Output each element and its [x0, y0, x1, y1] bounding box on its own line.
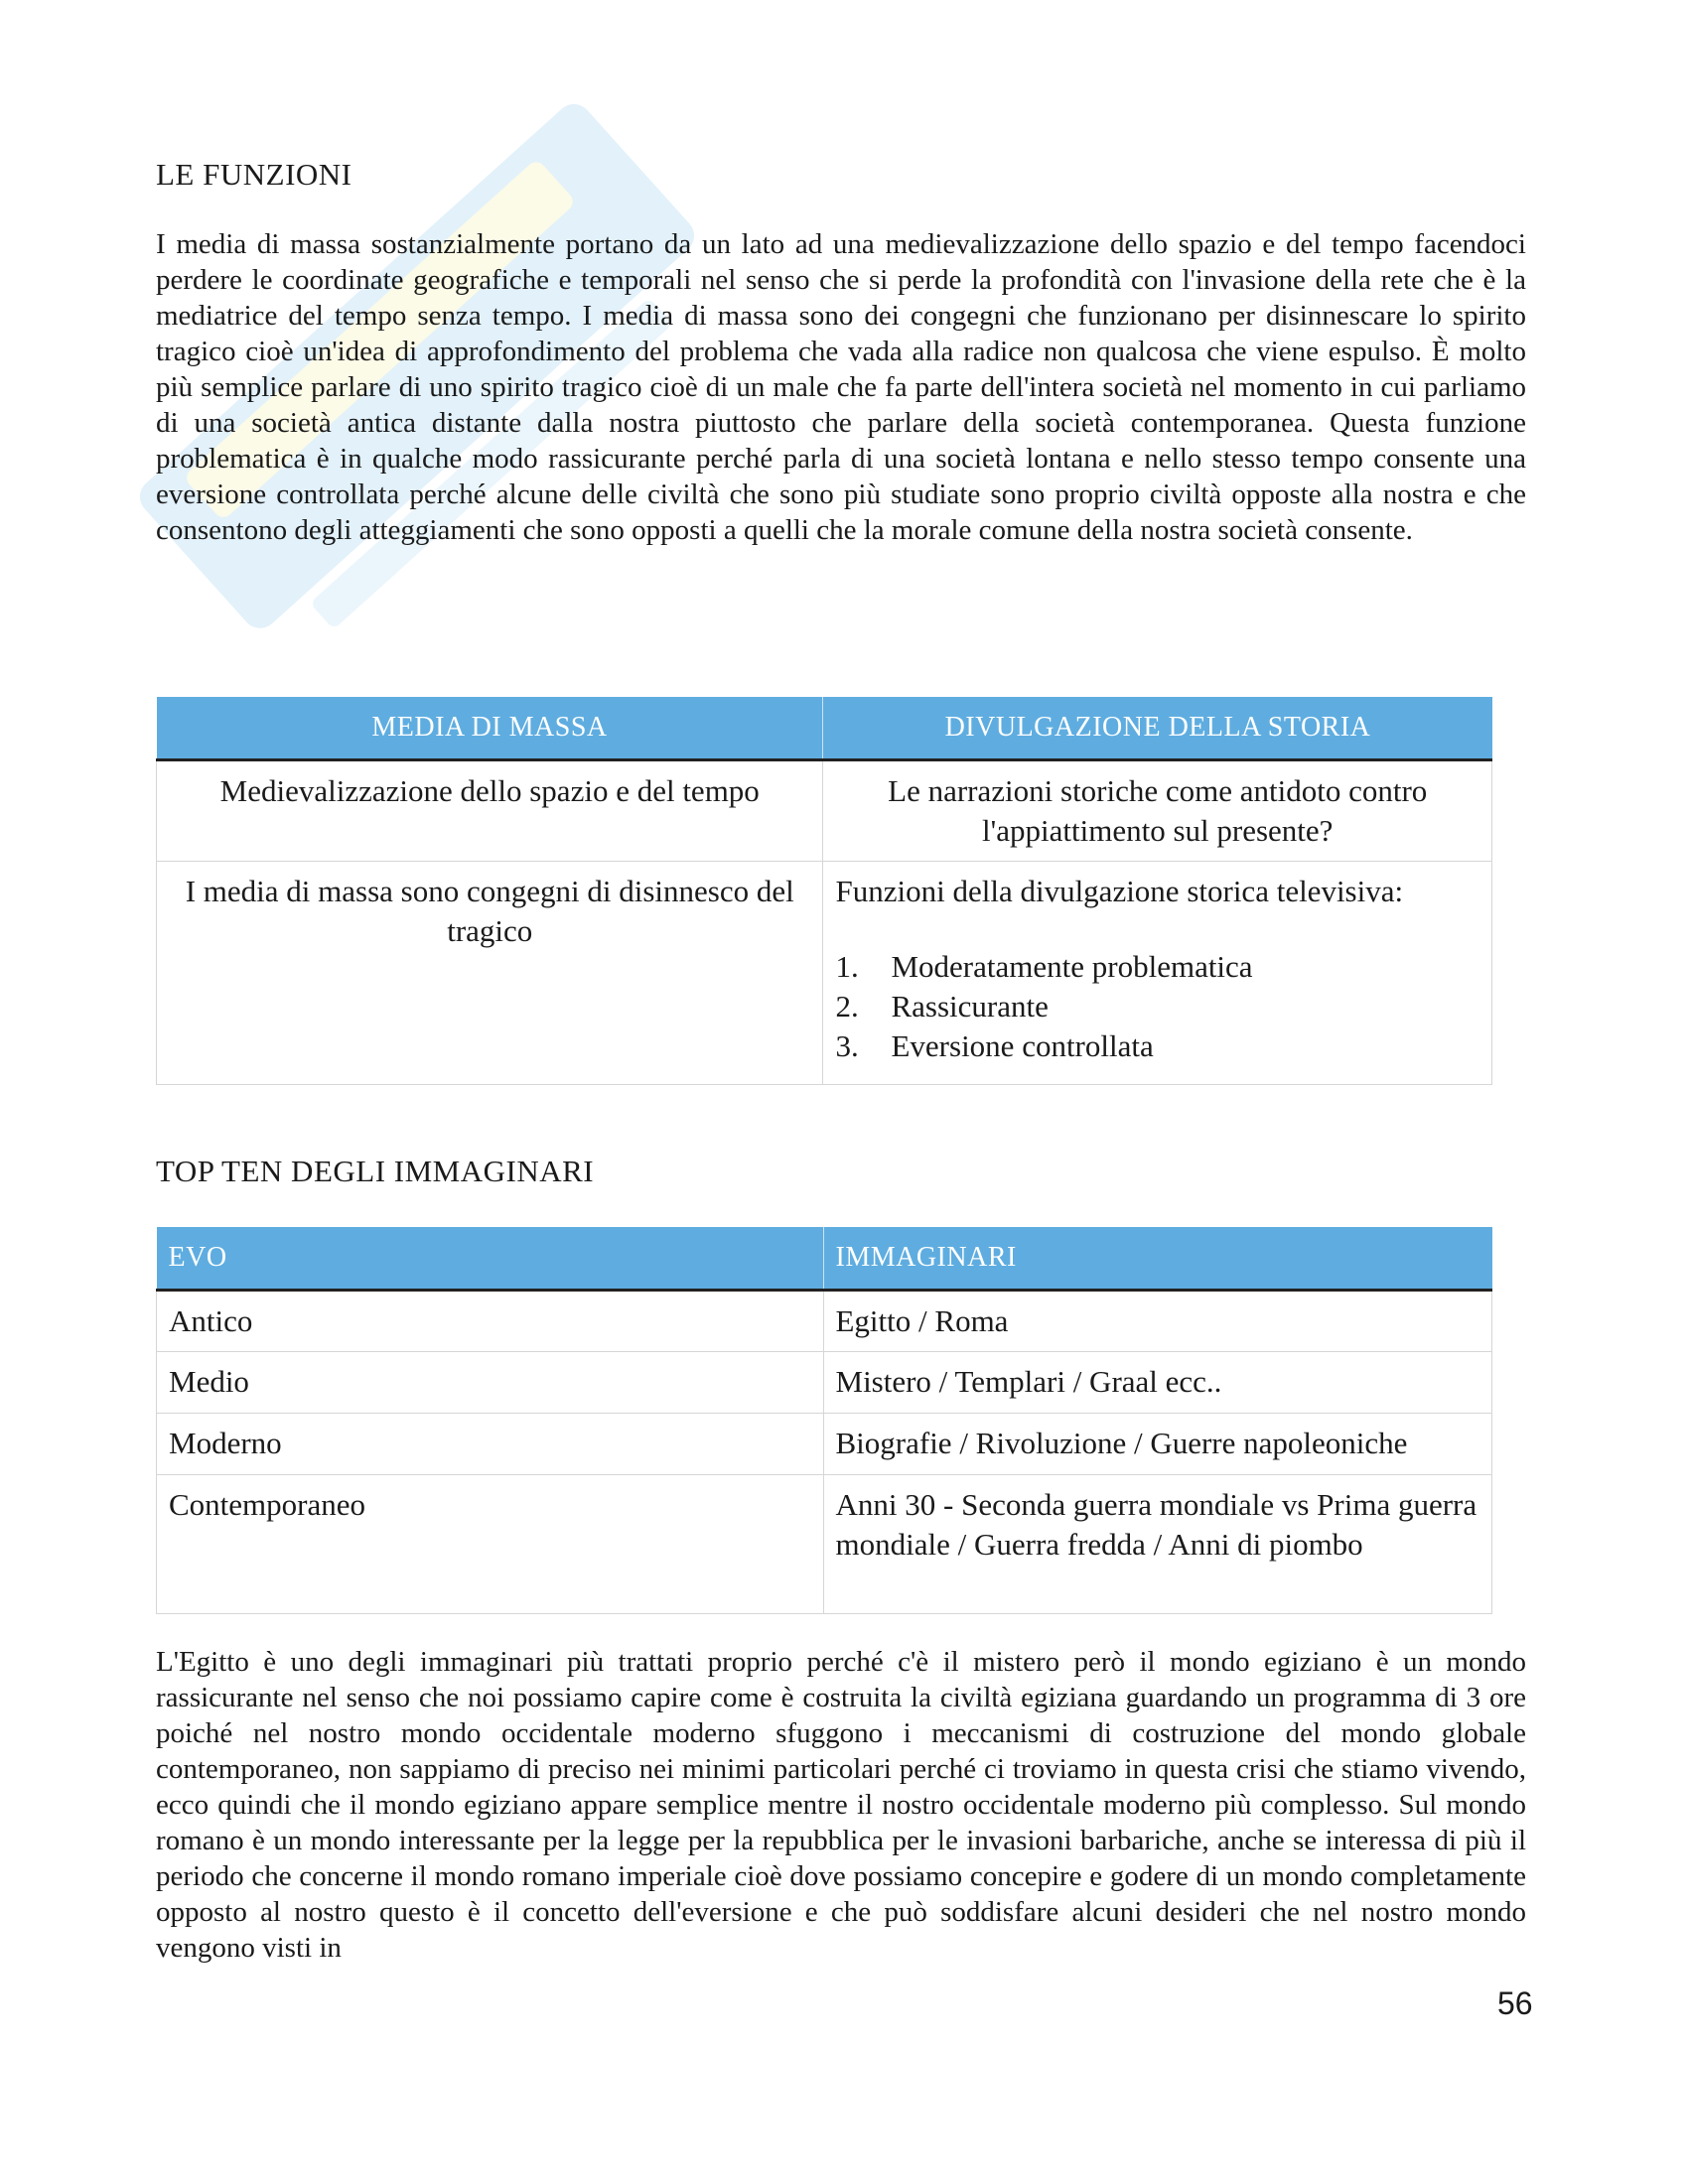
table-row: [157, 1352, 1492, 1414]
section-heading-funzioni: LE FUNZIONI: [156, 157, 352, 192]
list-number: 1.: [835, 949, 859, 984]
table-row: [157, 862, 1492, 1085]
column-header-evo: EVO: [157, 1227, 824, 1291]
page-number: 56: [1497, 1985, 1533, 2021]
paragraph-funzioni: I media di massa sostanzialmente portano da un lato ad una medievalizzazione dello spazio e del tempo facendoci perdere le coordinate geografiche e temporali nel senso che si perde la profondità con l'invasione della rete che è la mediatrice del tempo senza tempo. I media di massa sono dei congegni che funzionano per disinnescare lo spirito tragico cioè un'idea di approfondimento del problema che vada alla radice non qualcosa che viene espulso. È molto più semplice parlare di uno spirito tragico cioè di un male che fa parte dell'intera società nel momento in cui parliamo di una società antica distante dalla nostra piuttosto che parlare della società contemporanea. Questa funzione problematica è in qualche modo rassicurante perché parla di una società lontana e nello stesso tempo consente una eversione controllata perché alcune delle civiltà che sono più studiate sono proprio civiltà opposte alla nostra e che consentono degli atteggiamenti che sono opposti a quelli che la morale comune della nostra società consente.: [156, 228, 1526, 546]
list-number: 3.: [835, 1028, 859, 1063]
table-cell-immaginari: Mistero / Templari / Graal ecc..: [823, 1352, 1492, 1414]
table-header-row: [157, 1227, 1492, 1291]
table-cell-immaginari: Egitto / Roma: [823, 1291, 1492, 1352]
list-text: Moderatamente problematica: [891, 949, 1253, 984]
table-cell-immaginari: Anni 30 - Seconda guerra mondiale vs Prima guerra mondiale / Guerra fredda / Anni di piombo: [823, 1475, 1492, 1614]
table-header-row: [157, 697, 1492, 760]
table-cell-evo: Moderno: [157, 1414, 824, 1475]
table-cell-evo: Antico: [157, 1291, 824, 1352]
table-cell-funzioni: [823, 862, 1492, 1085]
table-immaginari: [156, 1227, 1492, 1614]
list-number: 2.: [835, 989, 859, 1024]
list-item: [835, 987, 1479, 1026]
table-row: [157, 1414, 1492, 1475]
table-cell: Medievalizzazione dello spazio e del tempo: [157, 760, 823, 862]
paragraph-egitto: L'Egitto è uno degli immaginari più trattati proprio perché c'è il mistero però il mondo egiziano è un mondo rassicurante nel senso che noi possiamo capire come è costruita la civiltà egiziana guardando un programma di 3 ore poiché nel nostro mondo occidentale moderno sfuggono i meccanismi di costruzione del mondo globale contemporaneo, non sappiamo di preciso nei minimi particolari perché ci troviamo in questa crisi che stiamo vivendo, ecco quindi che il mondo egiziano appare semplice mentre il nostro occidentale moderno più complesso. Sul mondo romano è un mondo interessante per la legge per la repubblica per le invasioni barbariche, anche se interessa di più il periodo che concerne il mondo romano imperiale cioè dove possiamo concepire e godere di un mondo completamente opposto al nostro questo è il concetto dell'eversione e che può soddisfare alcuni desideri che nel nostro mondo vengono visti in: [156, 1646, 1526, 1964]
list-text: Rassicurante: [891, 989, 1049, 1024]
table-cell-evo: Contemporaneo: [157, 1475, 824, 1614]
section-heading-top-ten: TOP TEN DEGLI IMMAGINARI: [156, 1154, 595, 1188]
column-header-media: MEDIA DI MASSA: [157, 697, 823, 760]
table-cell: I media di massa sono congegni di disinnesco del tragico: [157, 862, 823, 1085]
table-cell: Le narrazioni storiche come antidoto contro l'appiattimento sul presente?: [823, 760, 1492, 862]
column-header-immaginari: IMMAGINARI: [823, 1227, 1492, 1291]
table-row: [157, 1475, 1492, 1614]
table-cell-immaginari: Biografie / Rivoluzione / Guerre napoleoniche: [823, 1414, 1492, 1475]
list-intro: Funzioni della divulgazione storica televisiva:: [835, 874, 1404, 908]
list-item: [835, 1026, 1479, 1066]
table-media-divulgazione: [156, 697, 1492, 1085]
table-cell-evo: Medio: [157, 1352, 824, 1414]
numbered-list: [835, 947, 1479, 1066]
column-header-divulgazione: DIVULGAZIONE DELLA STORIA: [823, 697, 1492, 760]
table-row: [157, 1291, 1492, 1352]
table-row: [157, 760, 1492, 862]
list-text: Eversione controllata: [891, 1028, 1154, 1063]
list-item: [835, 947, 1479, 987]
